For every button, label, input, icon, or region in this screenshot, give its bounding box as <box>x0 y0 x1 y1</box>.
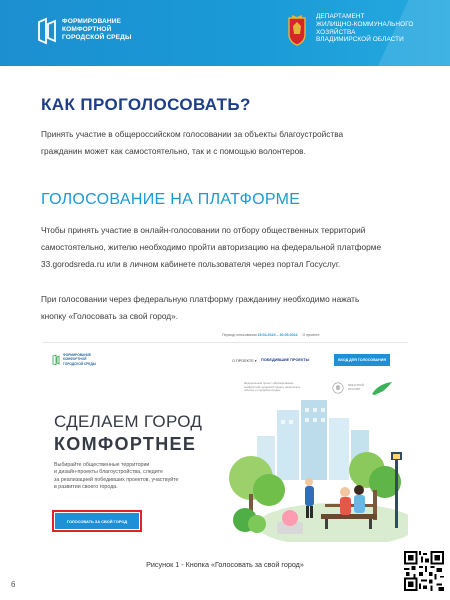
logo-line: ГОРОДСКОЙ СРЕДЫ <box>63 361 96 366</box>
text-line: комфортной городской среды» нацпроекта <box>244 384 300 389</box>
site-logo-icon[interactable] <box>52 354 60 366</box>
hero-title-line-1: СДЕЛАЕМ ГОРОД <box>54 412 203 431</box>
text-line: в развитии своего города. <box>54 484 118 491</box>
voting-period <box>222 333 319 337</box>
page-header <box>0 0 450 66</box>
text-line: При голосовании через федеральную платформу гражданину необходимо нажать <box>41 294 360 304</box>
section-title-how-to-vote: КАК ПРОГОЛОСОВАТЬ? <box>41 95 251 114</box>
gorodsreda-logo-text <box>62 18 152 43</box>
divider <box>42 342 408 343</box>
national-project-logo-icon <box>370 380 394 398</box>
text-line: за реализацией победивших проектов, участвуйте <box>54 476 179 483</box>
voting-period-dates: 15.04.2024 – 30.05.2024 <box>257 333 298 337</box>
text-line: МИНСТРОЙ <box>348 383 364 387</box>
nav-about[interactable]: О ПРОЕКТЕ ▾ <box>232 359 257 363</box>
intro-paragraph <box>41 126 421 160</box>
figure-caption: Рисунок 1 - Кнопка «Голосовать за свой город» <box>146 560 304 569</box>
logo-line: ВЛАДИМИРСКОЙ ОБЛАСТИ <box>316 36 404 44</box>
text-line: «Жилье и городская среда» <box>244 388 281 393</box>
vote-for-your-city-button[interactable]: ГОЛОСОВАТЬ ЗА СВОЙ ГОРОД <box>55 513 139 529</box>
vladimir-crest-icon <box>285 14 309 46</box>
text-line: гражданин может как самостоятельно, так и с помощью волонтеров. <box>41 146 306 156</box>
department-logo-text <box>316 13 426 44</box>
logo-line: ФОРМИРОВАНИЕ <box>62 18 122 25</box>
page-number: 6 <box>11 580 16 589</box>
nav-winning-projects[interactable]: ПОБЕДИВШИЕ ПРОЕКТЫ <box>261 358 310 362</box>
minstroy-emblem-icon <box>332 382 344 394</box>
gorodsreda-logo-icon <box>36 16 58 46</box>
text-line: кнопку «Голосовать за свой город». <box>41 311 179 321</box>
website-screenshot <box>42 330 408 542</box>
login-to-vote-button[interactable]: ВХОД ДЛЯ ГОЛОСОВАНИЯ <box>334 354 390 366</box>
text-line: 33.gorodsreda.ru или в личном кабинете пользователя через портал Госуслуг. <box>41 259 341 269</box>
text-line: и дизайн-проекты благоустройства, следите <box>54 469 163 476</box>
federal-project-text <box>244 382 328 393</box>
qr-code-icon <box>404 551 444 591</box>
text-line: Принять участие в общероссийском голосовании за объекты благоустройства <box>41 129 344 139</box>
logo-line: ФОРМИРОВАНИЕ <box>63 353 91 357</box>
city-park-illustration <box>217 400 408 542</box>
hero-description <box>54 462 178 492</box>
logo-line: КОМФОРТНОЙ <box>63 357 87 362</box>
section-title-platform-voting: ГОЛОСОВАНИЕ НА ПЛАТФОРМЕ <box>41 191 301 208</box>
platform-paragraph <box>41 222 421 273</box>
logo-line: ХОЗЯЙСТВА <box>316 28 356 36</box>
site-logo-text[interactable] <box>63 353 96 366</box>
text-line: РОССИИ <box>348 386 361 391</box>
text-line: Выбирайте общественные территории <box>54 462 150 468</box>
voting-period-label: Период голосования <box>222 333 257 337</box>
ministry-name <box>348 384 364 391</box>
text-line: Чтобы принять участие в онлайн-голосовании по отбору общественных территорий <box>41 225 366 235</box>
partners-block <box>220 380 396 398</box>
text-line: самостоятельно, жителю необходимо пройти авторизацию на федеральной платформе <box>41 242 382 252</box>
logo-line: ГОРОДСКОЙ СРЕДЫ <box>62 34 132 42</box>
logo-line: ДЕПАРТАМЕНТ <box>316 13 365 20</box>
text-line: Федеральный проект «Формирование <box>244 381 294 385</box>
button-instruction-paragraph <box>41 291 421 325</box>
logo-line: ЖИЛИЩНО-КОММУНАЛЬНОГО <box>316 20 414 28</box>
site-topbar <box>42 330 408 341</box>
about-link[interactable]: О проекте <box>302 333 320 337</box>
hero-title-line-2: КОМФОРТНЕЕ <box>54 434 197 454</box>
logo-line: КОМФОРТНОЙ <box>62 26 112 34</box>
